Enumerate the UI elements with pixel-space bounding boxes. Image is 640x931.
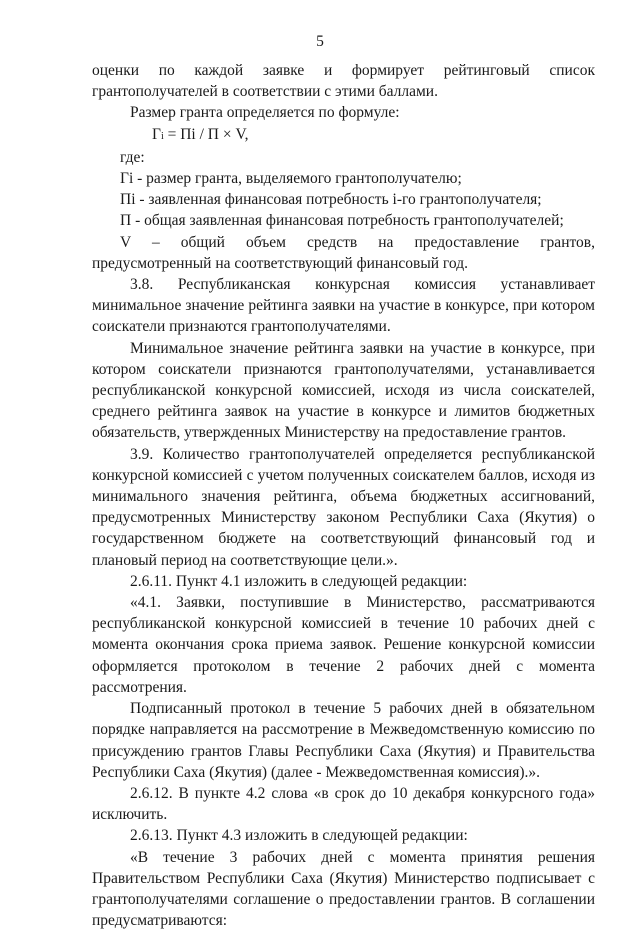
paragraph-3-9: 3.9. Количество грантополучателей определяется республиканской конкурсной комиссией с учетом полученных соискателем баллов, исходя из минимального значения рейтинга, объема бюджетных ассигнований, предусмотренных Министерству законом Республики Саха (Якутия) о государственном бюджете на соответствующий финансовый год и плановый период на соответствующие цели.». xyxy=(92,445,595,569)
paragraph-4-1: «4.1. Заявки, поступившие в Министерство, рассматриваются республиканской конкурсной комиссией в течение 10 рабочих дней с момента окончания срока приема заявок. Решение конкурсной комиссии оформляется протоколом в течение 2 рабочих дней с момента рассмотрения. xyxy=(92,594,595,696)
grant-formula xyxy=(92,124,595,147)
paragraph-2-6-12: 2.6.12. В пункте 4.2 слова «в срок до 10 декабря конкурсного года» исключить. xyxy=(92,784,595,824)
where-label: где: xyxy=(120,148,145,166)
formula-subscript: i xyxy=(160,130,164,142)
paragraph-2-6-11: 2.6.11. Пункт 4.1 изложить в следующей редакции: xyxy=(130,572,468,590)
document-body xyxy=(92,60,595,931)
formula-symbol: Г xyxy=(152,125,161,143)
paragraph-3-8-min-rating: Минимальное значение рейтинга заявки на участие в конкурсе, при котором соискатели признаются грантополучателями, устанавливается республиканской конкурсной комиссией, исходя из числа соискателей, среднего рейтинга заявок на участие в конкурсе и лимитов бюджетных обязательств, утвержденных Министерству на предоставление грантов. xyxy=(92,339,595,442)
definition-individual-need: Пi - заявленная финансовая потребность i-го грантополучателя; xyxy=(120,191,542,209)
definition-grant-size: Гi - размер гранта, выделяемого грантополучателю; xyxy=(120,170,462,188)
definition-total-need: П - общая заявленная финансовая потребность грантополучателей; xyxy=(120,212,564,230)
paragraph-continuation: оценки по каждой заявке и формирует рейтинговый список грантополучателей в соответствии с этими баллами. xyxy=(92,62,595,101)
definition-total-volume-cont: предусмотренный на соответствующий финансовый год. xyxy=(92,254,468,272)
paragraph-4-1-protocol: Подписанный протокол в течение 5 рабочих дней в обязательном порядке направляется на рассмотрение в Межведомственную комиссию по присуждению грантов Главы Республики Саха (Якутия) и Правительства Республики Саха (Якутия) (далее - Межведомственная комиссия).». xyxy=(92,700,595,781)
formula-rest: = Пi / П × V, xyxy=(163,125,249,143)
definition-total-volume: V – общий объем средств на предоставление грантов, xyxy=(120,233,595,251)
paragraph-formula-intro: Размер гранта определяется по формуле: xyxy=(130,104,400,122)
paragraph-4-3: «В течение 3 рабочих дней с момента принятия решения Правительством Республики Саха (Якутия) Министерство подписывает с грантополучателями соглашение о предоставлении грантов. В соглашении предусматриваются: xyxy=(92,848,595,930)
paragraph-3-8: 3.8. Республиканская конкурсная комиссия устанавливает минимальное значение рейтинга заявки на участие в конкурсе, при котором соискатели признаются грантополучателями. xyxy=(92,276,595,336)
paragraph-2-6-13: 2.6.13. Пункт 4.3 изложить в следующей редакции: xyxy=(130,827,468,845)
page-number: 5 xyxy=(316,33,324,50)
